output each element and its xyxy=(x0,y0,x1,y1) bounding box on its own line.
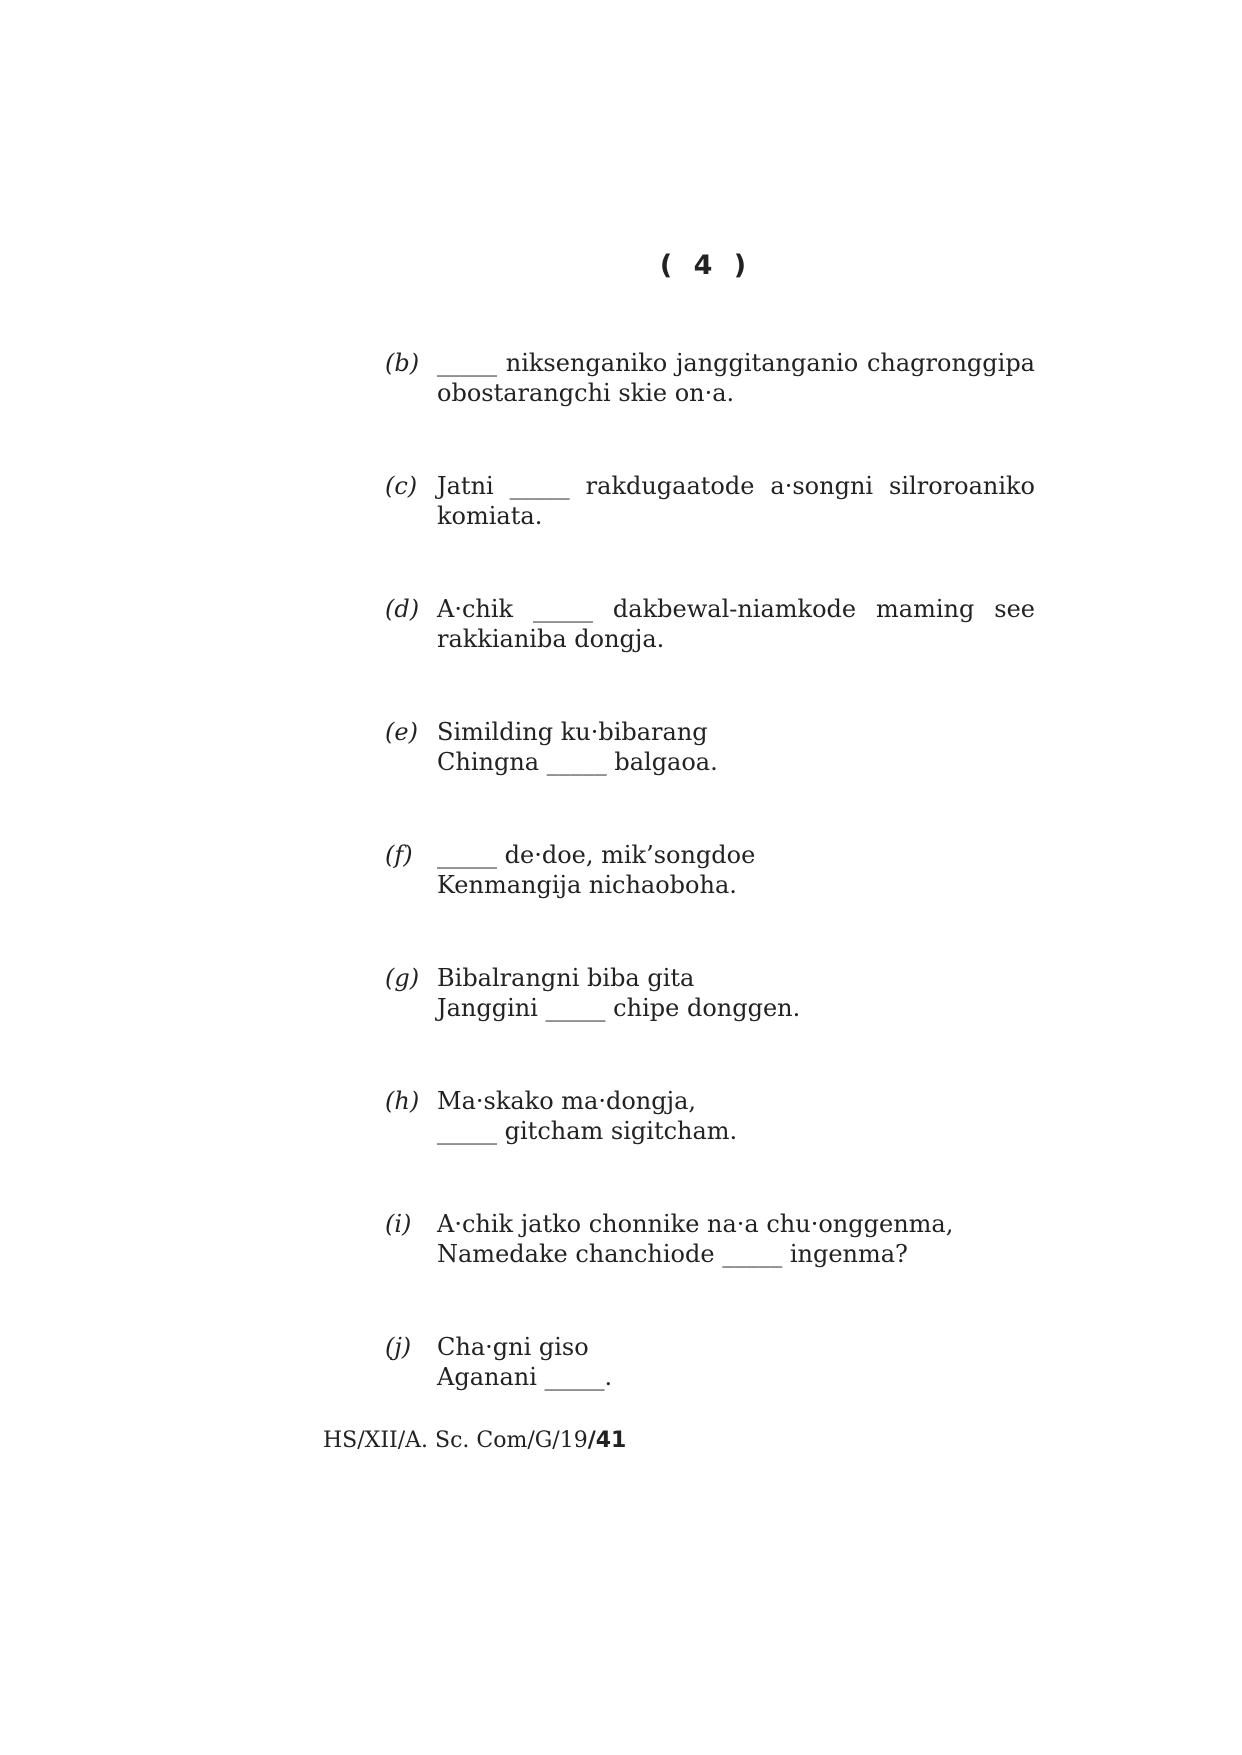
question-line: Jatni _____ rakdugaatode a·songni silroroaniko xyxy=(437,472,1035,500)
question-line: _____ gitcham sigitcham. xyxy=(437,1117,738,1145)
question-h xyxy=(385,1086,1035,1146)
question-d xyxy=(385,594,1035,654)
question-label: (h) xyxy=(385,1087,420,1115)
question-line: A·chik _____ dakbewal-niamkode maming see xyxy=(437,595,1035,623)
page-number: ( 4 ) xyxy=(659,250,753,281)
question-line: Janggini _____ chipe donggen. xyxy=(437,994,801,1022)
question-line: Ma·skako ma·dongja, xyxy=(437,1087,697,1115)
question-line: _____ niksenganiko janggitanganio chagronggipa xyxy=(437,349,1035,377)
question-j xyxy=(385,1332,1035,1392)
question-line: komiata. xyxy=(437,502,543,530)
question-line: Kenmangija nichaoboha. xyxy=(437,871,737,899)
question-label: (b) xyxy=(385,349,420,377)
question-label: (i) xyxy=(385,1210,412,1238)
footer-code xyxy=(323,1428,626,1453)
question-label: (d) xyxy=(385,595,420,623)
question-line: rakkianiba dongja. xyxy=(437,625,665,653)
question-line: A·chik jatko chonnike na·a chu·onggenma, xyxy=(437,1210,954,1238)
question-label: (e) xyxy=(385,718,418,746)
question-label: (c) xyxy=(385,472,418,500)
question-label: (f) xyxy=(385,841,413,869)
footer-page-count: /41 xyxy=(587,1428,627,1453)
question-c xyxy=(385,471,1035,531)
question-label: (g) xyxy=(385,964,420,992)
question-e xyxy=(385,717,1035,777)
question-label: (j) xyxy=(385,1333,412,1361)
question-line: Cha·gni giso xyxy=(437,1333,589,1361)
question-line: Similding ku·bibarang xyxy=(437,718,708,746)
question-line: Bibalrangni biba gita xyxy=(437,964,695,992)
question-b xyxy=(385,348,1035,408)
question-line: obostarangchi skie on·a. xyxy=(437,379,735,407)
footer-code-text: HS/XII/A. Sc. Com/G/19 xyxy=(323,1428,588,1453)
question-line: Namedake chanchiode _____ ingenma? xyxy=(437,1240,908,1268)
question-line: _____ de·doe, mik’songdoe xyxy=(437,841,756,869)
question-g xyxy=(385,963,1035,1023)
question-i xyxy=(385,1209,1035,1269)
question-line: Chingna _____ balgaoa. xyxy=(437,748,718,776)
question-f xyxy=(385,840,1035,900)
question-line: Aganani _____. xyxy=(437,1363,613,1391)
